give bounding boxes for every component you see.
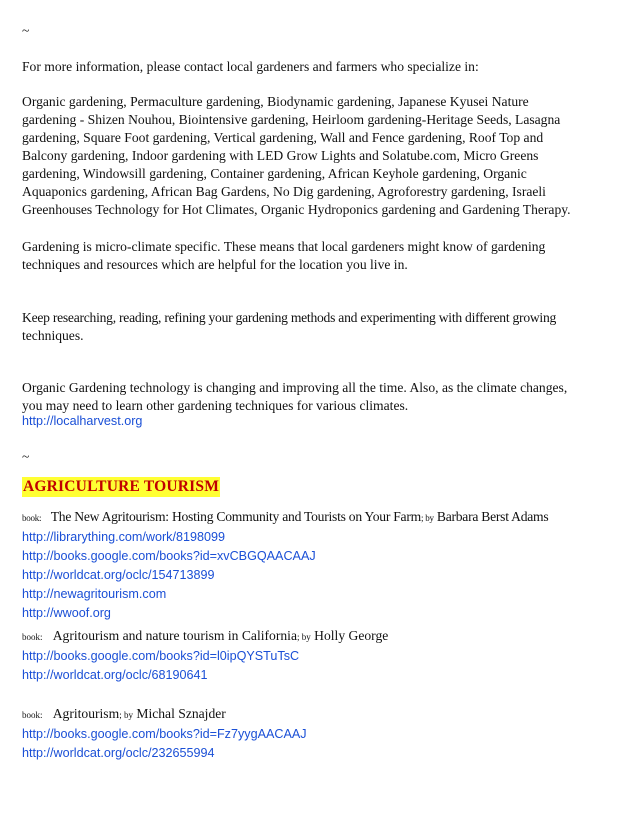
book-prefix: book: (22, 710, 43, 720)
tilde-separator: ~ (22, 23, 30, 38)
gardening-list-line: Greenhouses Technology for Hot Climates, Organic Hydroponics gardening and Gardening Therapy. (22, 202, 571, 217)
book-link[interactable]: http://wwoof.org (22, 606, 111, 620)
book-author: Holly George (314, 628, 389, 643)
book-by: ; by (119, 710, 133, 720)
book-line (22, 704, 307, 725)
section-heading: AGRICULTURE TOURISM (23, 478, 220, 495)
book-entry (22, 704, 307, 763)
book-link[interactable]: http://worldcat.org/oclc/68190641 (22, 668, 208, 682)
tilde-separator: ~ (22, 449, 30, 464)
book-link[interactable]: http://books.google.com/books?id=l0ipQYSTuTsC (22, 649, 300, 663)
book-prefix: book: (22, 513, 42, 523)
technology-paragraph (22, 379, 567, 415)
book-prefix: book: (22, 632, 43, 642)
book-link[interactable]: http://newagritourism.com (22, 587, 167, 601)
gardening-list-line: Aquaponics gardening, African Bag Gardens, No Dig gardening, Agroforestry gardening, Israeli (22, 184, 546, 199)
book-line (22, 626, 388, 647)
book-by: ; by (420, 513, 434, 523)
gardening-list-line: gardening, Windowsill gardening, Container gardening, African Keyhole gardening, Organic (22, 166, 527, 181)
microclimate-line: techniques and resources which are helpful for the location you live in. (22, 257, 408, 272)
contact-intro: For more information, please contact local gardeners and farmers who specialize in: (22, 59, 479, 74)
researching-line: techniques. (22, 328, 84, 343)
book-link[interactable]: http://books.google.com/books?id=xvCBGQAACAAJ (22, 549, 316, 563)
book-author: Barbara Berst Adams (436, 509, 549, 524)
book-link[interactable]: http://librarything.com/work/8198099 (22, 530, 226, 544)
book-link[interactable]: http://books.google.com/books?id=Fz7yygAACAAJ (22, 727, 307, 741)
book-link[interactable]: http://worldcat.org/oclc/232655994 (22, 746, 215, 760)
gardening-list-line: gardening, Square Foot gardening, Vertical gardening, Wall and Fence gardening, Roof Top and (22, 130, 544, 145)
gardening-list-line: Organic gardening, Permaculture gardening, Biodynamic gardening, Japanese Kyusei Nature (22, 94, 529, 109)
localharvest-link[interactable]: http://localharvest.org (22, 414, 143, 428)
book-by: ; by (296, 632, 311, 642)
book-author: Michal Sznajder (136, 706, 226, 721)
researching-paragraph (22, 309, 556, 345)
book-link[interactable]: http://worldcat.org/oclc/154713899 (22, 568, 215, 582)
gardening-list-line: gardening - Shizen Nouhou, Biointensive gardening, Heirloom gardening-Heritage Seeds, Lasagna (22, 112, 561, 127)
section-heading-wrap (22, 477, 220, 497)
microclimate-line: Gardening is micro-climate specific. These means that local gardeners might know of gardening (22, 239, 546, 254)
book-title: Agritourism and nature tourism in California (52, 628, 297, 643)
book-entry (22, 507, 548, 623)
gardening-list-line: Balcony gardening, Indoor gardening with LED Grow Lights and Solatube.com, Micro Greens (22, 148, 539, 163)
book-title: Agritourism (52, 706, 120, 721)
researching-line: Keep researching, reading, refining your gardening methods and experimenting with different growing (22, 310, 557, 325)
book-entry (22, 626, 388, 685)
microclimate-paragraph (22, 238, 545, 274)
technology-line: you may need to learn other gardening techniques for various climates. (22, 398, 409, 413)
gardening-list-paragraph (22, 93, 571, 219)
technology-line: Organic Gardening technology is changing and improving all the time. Also, as the climate changes, (22, 380, 568, 395)
book-line (22, 507, 548, 528)
book-title: The New Agritourism: Hosting Community and Tourists on Your Farm (50, 509, 421, 524)
